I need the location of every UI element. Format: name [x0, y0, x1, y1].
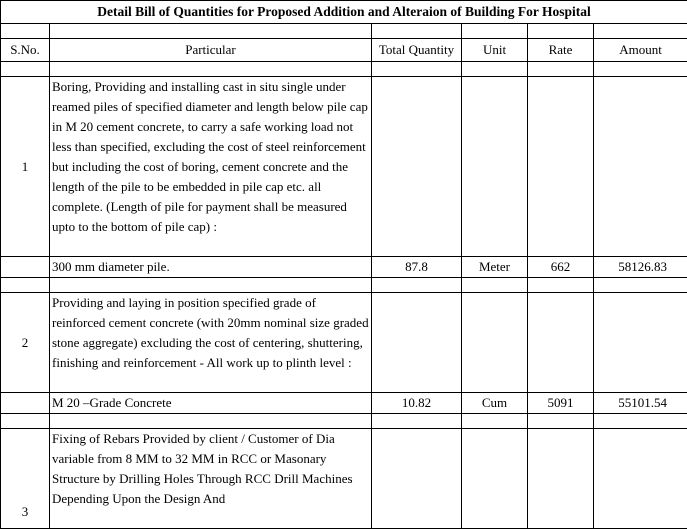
cell[interactable] — [528, 293, 594, 393]
item-unit[interactable]: Meter — [462, 257, 528, 278]
item-quantity[interactable]: 87.8 — [372, 257, 462, 278]
cell[interactable] — [462, 278, 528, 293]
cell[interactable] — [462, 77, 528, 257]
header-amount[interactable]: Amount — [594, 39, 687, 62]
cell[interactable] — [462, 62, 528, 77]
item-rate[interactable]: 662 — [528, 257, 594, 278]
item-quantity[interactable]: 10.82 — [372, 393, 462, 414]
header-sno[interactable]: S.No. — [1, 39, 50, 62]
cell[interactable] — [1, 257, 50, 278]
header-quantity[interactable]: Total Quantity — [372, 39, 462, 62]
item-unit[interactable]: Cum — [462, 393, 528, 414]
cell[interactable] — [594, 24, 687, 39]
cell[interactable] — [372, 278, 462, 293]
cell[interactable] — [50, 278, 372, 293]
cell[interactable] — [528, 62, 594, 77]
item-amount[interactable]: 58126.83 — [594, 257, 687, 278]
cell[interactable] — [372, 429, 462, 529]
cell[interactable] — [1, 62, 50, 77]
cell[interactable] — [1, 393, 50, 414]
cell[interactable] — [594, 278, 687, 293]
header-rate[interactable]: Rate — [528, 39, 594, 62]
item-rate[interactable]: 5091 — [528, 393, 594, 414]
cell[interactable] — [1, 278, 50, 293]
sheet-title[interactable]: Detail Bill of Quantities for Proposed Addition and Alteraion of Building For Hospital — [1, 1, 687, 24]
item-sno[interactable]: 1 — [1, 77, 50, 257]
item-sno[interactable]: 2 — [1, 293, 50, 393]
cell[interactable] — [462, 24, 528, 39]
cell[interactable] — [528, 429, 594, 529]
cell[interactable] — [372, 77, 462, 257]
item-description[interactable]: Providing and laying in position specified grade of reinforced cement concrete (with 20mm nominal size graded stone aggregate) excluding the cost of centering, shuttering, finishing and reinforcement - All work up to plinth level : — [50, 293, 372, 393]
cell[interactable] — [462, 429, 528, 529]
cell[interactable] — [462, 293, 528, 393]
item-description[interactable]: Fixing of Rebars Provided by client / Customer of Dia variable from 8 MM to 32 MM in RCC or Masonary Structure by Drilling Holes Through RCC Drill Machines Depending Upon the Design And — [50, 429, 372, 529]
cell[interactable] — [594, 62, 687, 77]
cell[interactable] — [528, 77, 594, 257]
cell[interactable] — [50, 62, 372, 77]
header-particular[interactable]: Particular — [50, 39, 372, 62]
item-sub-description[interactable]: 300 mm diameter pile. — [50, 257, 372, 278]
cell[interactable] — [594, 429, 687, 529]
cell[interactable] — [594, 77, 687, 257]
cell[interactable] — [372, 62, 462, 77]
cell[interactable] — [50, 24, 372, 39]
cell[interactable] — [594, 293, 687, 393]
item-sno[interactable]: 3 — [1, 429, 50, 529]
cell[interactable] — [594, 414, 687, 429]
item-sub-description[interactable]: M 20 –Grade Concrete — [50, 393, 372, 414]
cell[interactable] — [528, 24, 594, 39]
cell[interactable] — [462, 414, 528, 429]
cell[interactable] — [1, 24, 50, 39]
header-unit[interactable]: Unit — [462, 39, 528, 62]
item-amount[interactable]: 55101.54 — [594, 393, 687, 414]
cell[interactable] — [528, 414, 594, 429]
cell[interactable] — [372, 414, 462, 429]
item-description[interactable]: Boring, Providing and installing cast in situ single under reamed piles of specified diameter and length below pile cap in M 20 cement concrete, to carry a safe working load not less than specified, excluding the cost of steel reinforcement but including the cost of boring, cement concrete and the length of the pile to be embedded in pile cap etc. all complete. (Length of pile for payment shall be measured upto to the bottom of pile cap) : — [50, 77, 372, 257]
cell[interactable] — [1, 414, 50, 429]
cell[interactable] — [50, 414, 372, 429]
cell[interactable] — [372, 293, 462, 393]
cell[interactable] — [528, 278, 594, 293]
cell[interactable] — [372, 24, 462, 39]
